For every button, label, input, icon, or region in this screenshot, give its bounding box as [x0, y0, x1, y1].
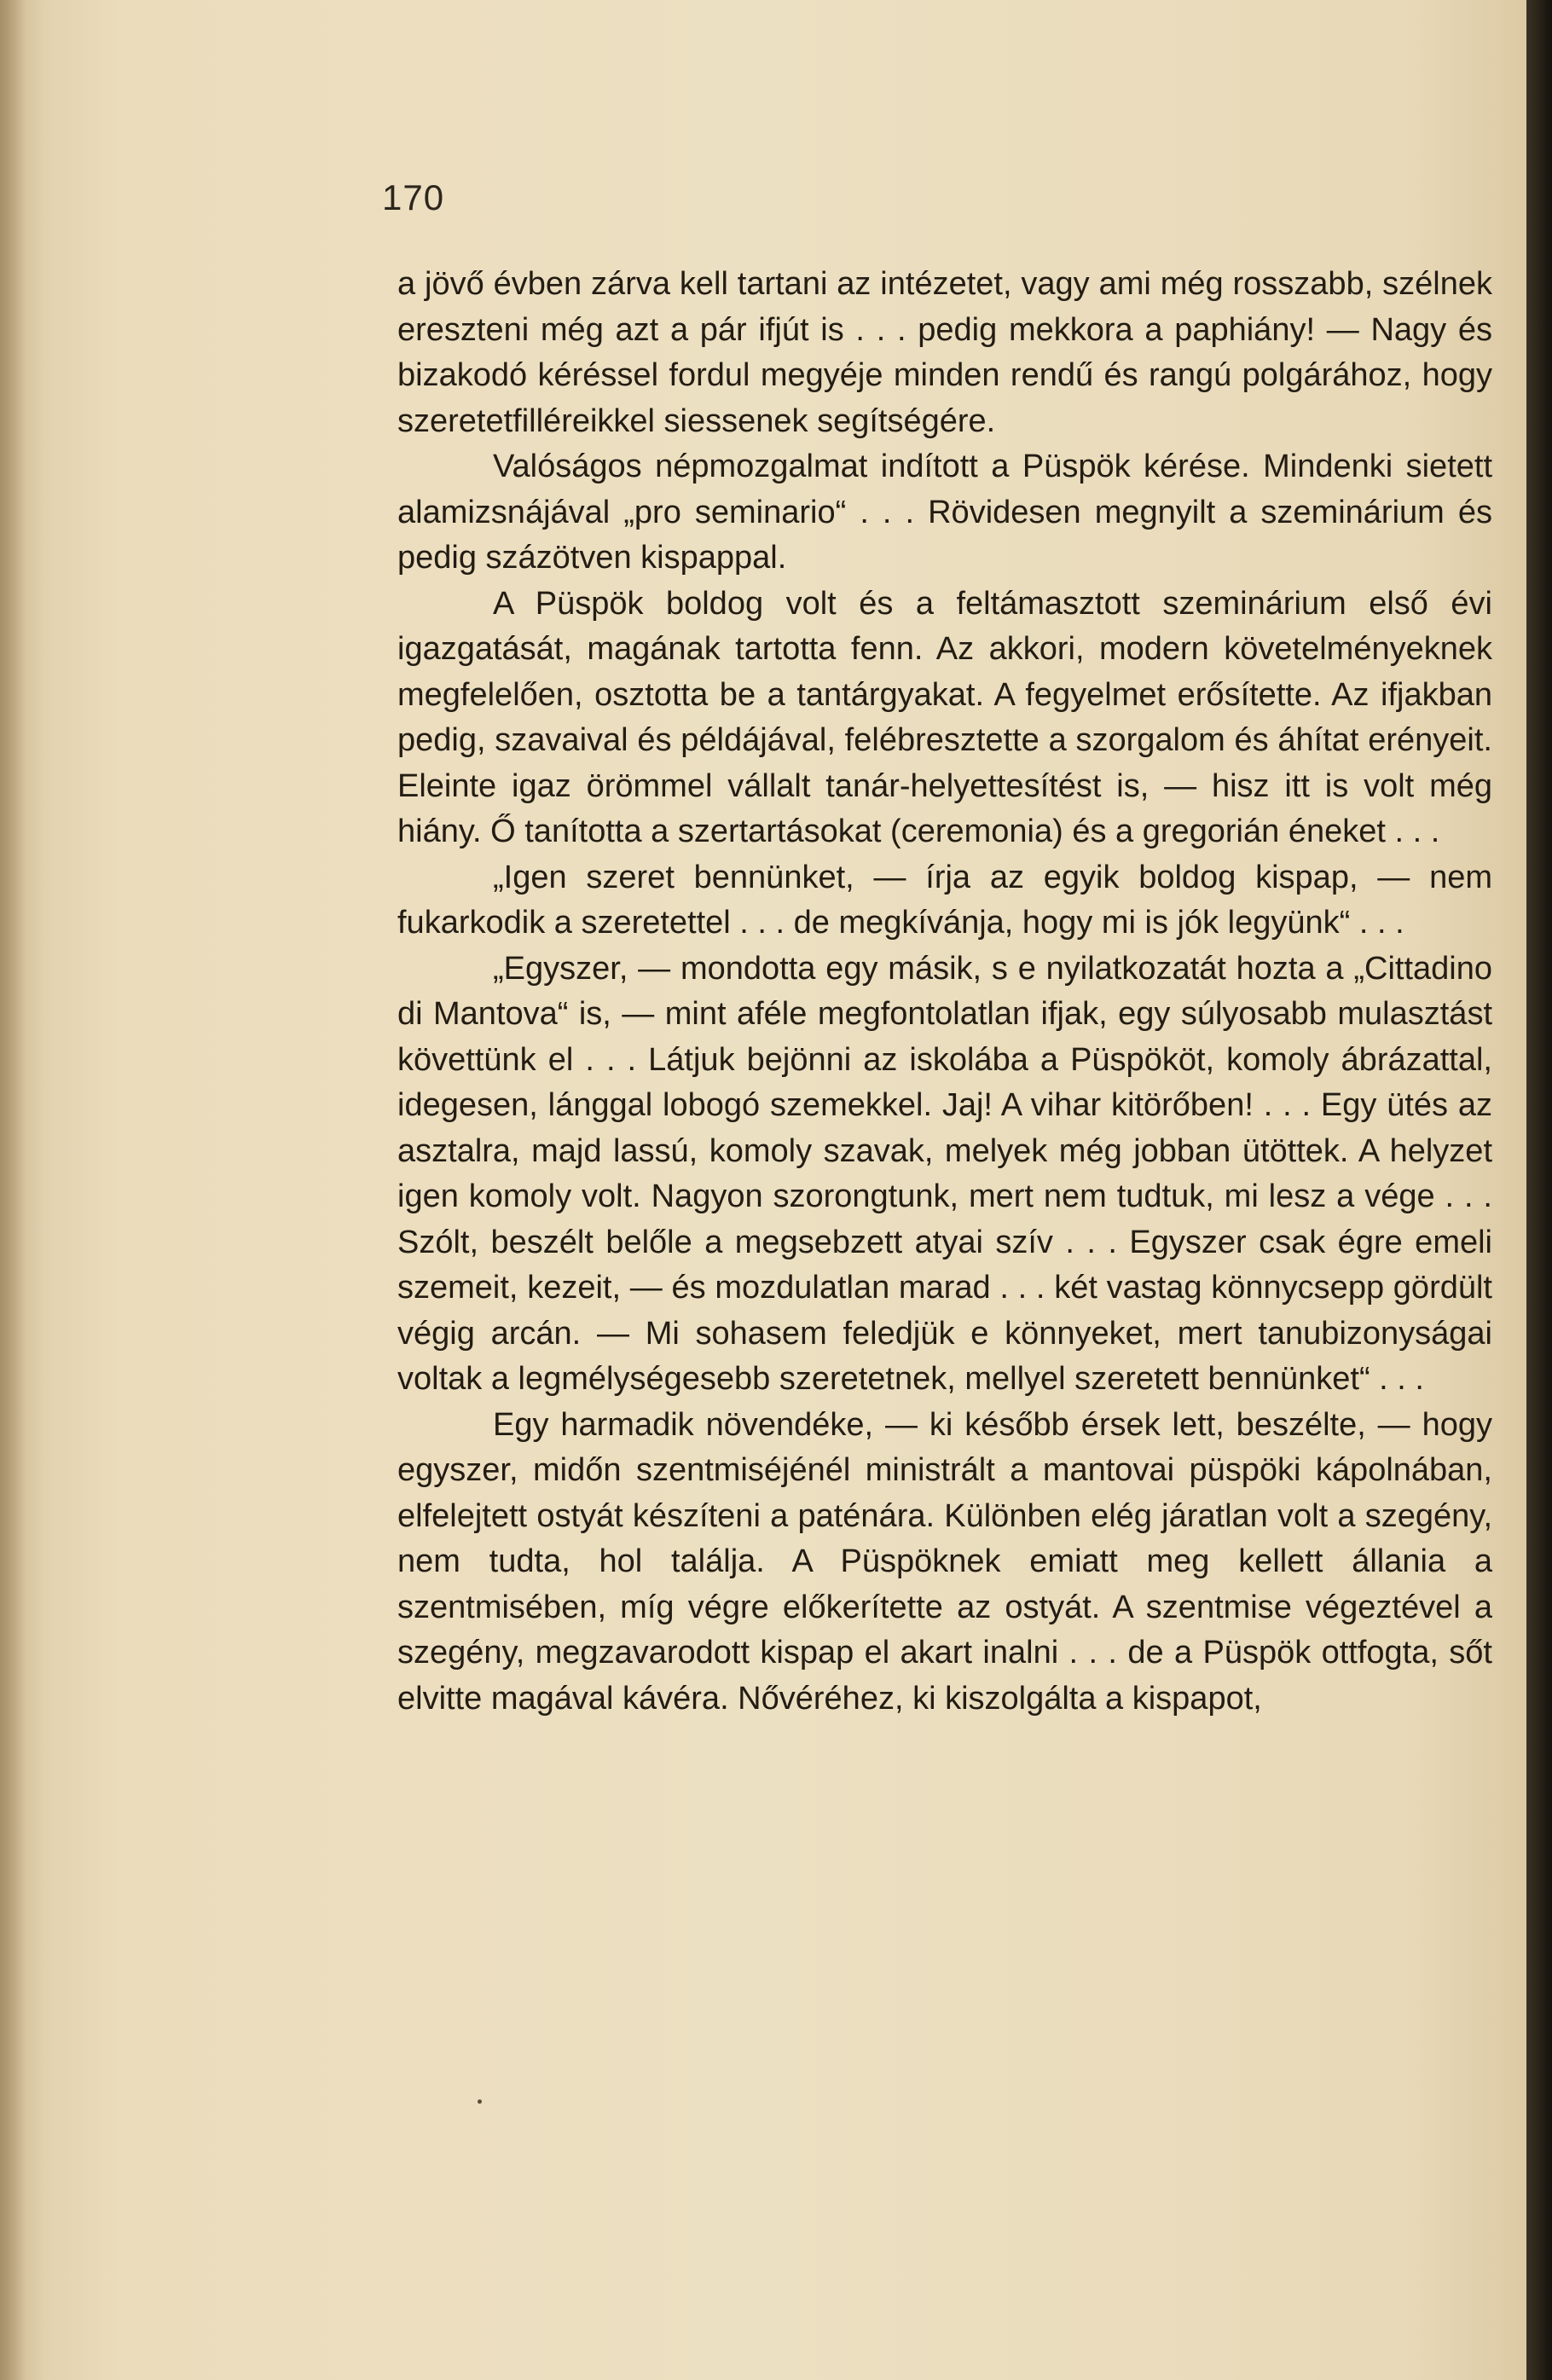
- page-edge-shadow: [1526, 0, 1552, 2380]
- ink-speck: [478, 2099, 482, 2104]
- page-number: 170: [382, 177, 445, 217]
- paragraph: a jövő évben zárva kell tartani az intézetet, vagy ami még rosszabb, szélnek ereszteni még azt a pár ifjút is . . . pedig mekkora a paphiány! — Nagy és bizakodó kéréssel fordul megyéje minden rendű és rangú polgárához, hogy szeretetfilléreikkel siessenek segítségére.: [397, 266, 1492, 439]
- paragraph: „Igen szeret bennünket, — írja az egyik boldog kispap, — nem fukarkodik a szeretettel . . . de megkívánja, hogy mi is jók legyünk“ . . .: [397, 859, 1492, 941]
- paragraph: A Püspök boldog volt és a feltámasztott szeminárium első évi igazgatását, magának tartotta fenn. Az akkori, modern követelményeknek megfelelően, osztotta be a tantárgyakat. A fegyelmet erősítette. Az ifjakban pedig, szavaival és példájával, felébresztette a szorgalom és áhítat erényeit. Eleinte igaz örömmel vállalt tanár-helyettesítést is, — hisz itt is volt még hiány. Ő tanította a szertartásokat (ceremonia) és a gregorián éneket . . .: [397, 585, 1492, 849]
- paragraph: „Egyszer, — mondotta egy másik, s e nyilatkozatát hozta a „Cittadino di Mantova“ is, — mint aféle megfontolatlan ifjak, egy súlyosabb mulasztást követtünk el . . . Látjuk bejönni az iskolába a Püspököt, komoly ábrázattal, idegesen, lánggal lobogó szemekkel. Jaj! A vihar kitörőben! . . . Egy ütés az asztalra, majd lassú, komoly szavak, melyek még jobban ütöttek. A helyzet igen komoly volt. Nagyon szorongtunk, mert nem tudtuk, mi lesz a vége . . . Szólt, beszélt belőle a megsebzett atyai szív . . . Egyszer csak égre emeli szemeit, kezeit, — és mozdulatlan marad . . . két vastag könnycsepp gördült végig arcán. — Mi sohasem feledjük e könnyeket, mert tanubizonyságai voltak a legmélységesebb szeretetnek, mellyel szeretett bennünket“ . . .: [397, 950, 1492, 1397]
- paragraph: Valóságos népmozgalmat indított a Püspök kérése. Mindenki sietett alamizsnájával „pro seminario“ . . . Rövidesen megnyilt a szeminárium és pedig százötven kispappal.: [397, 449, 1492, 576]
- paragraph: Egy harmadik növendéke, — ki később érsek lett, beszélte, — hogy egyszer, midőn szentmiséjénél ministrált a mantovai püspöki kápolnában, elfelejtett ostyát készíteni a paténára. Különben elég járatlan volt a szegény, nem tudta, hol találja. A Püspöknek emiatt meg kellett állania a szentmisében, míg végre előkerítette az ostyát. A szentmise végeztével a szegény, megzavarodott kispap el akart inalni . . . de a Püspök ottfogta, sőt elvitte magával kávéra. Nővéréhez, ki kiszolgálta a kispapot,: [397, 1406, 1492, 1717]
- page-body-text: [397, 262, 1492, 1722]
